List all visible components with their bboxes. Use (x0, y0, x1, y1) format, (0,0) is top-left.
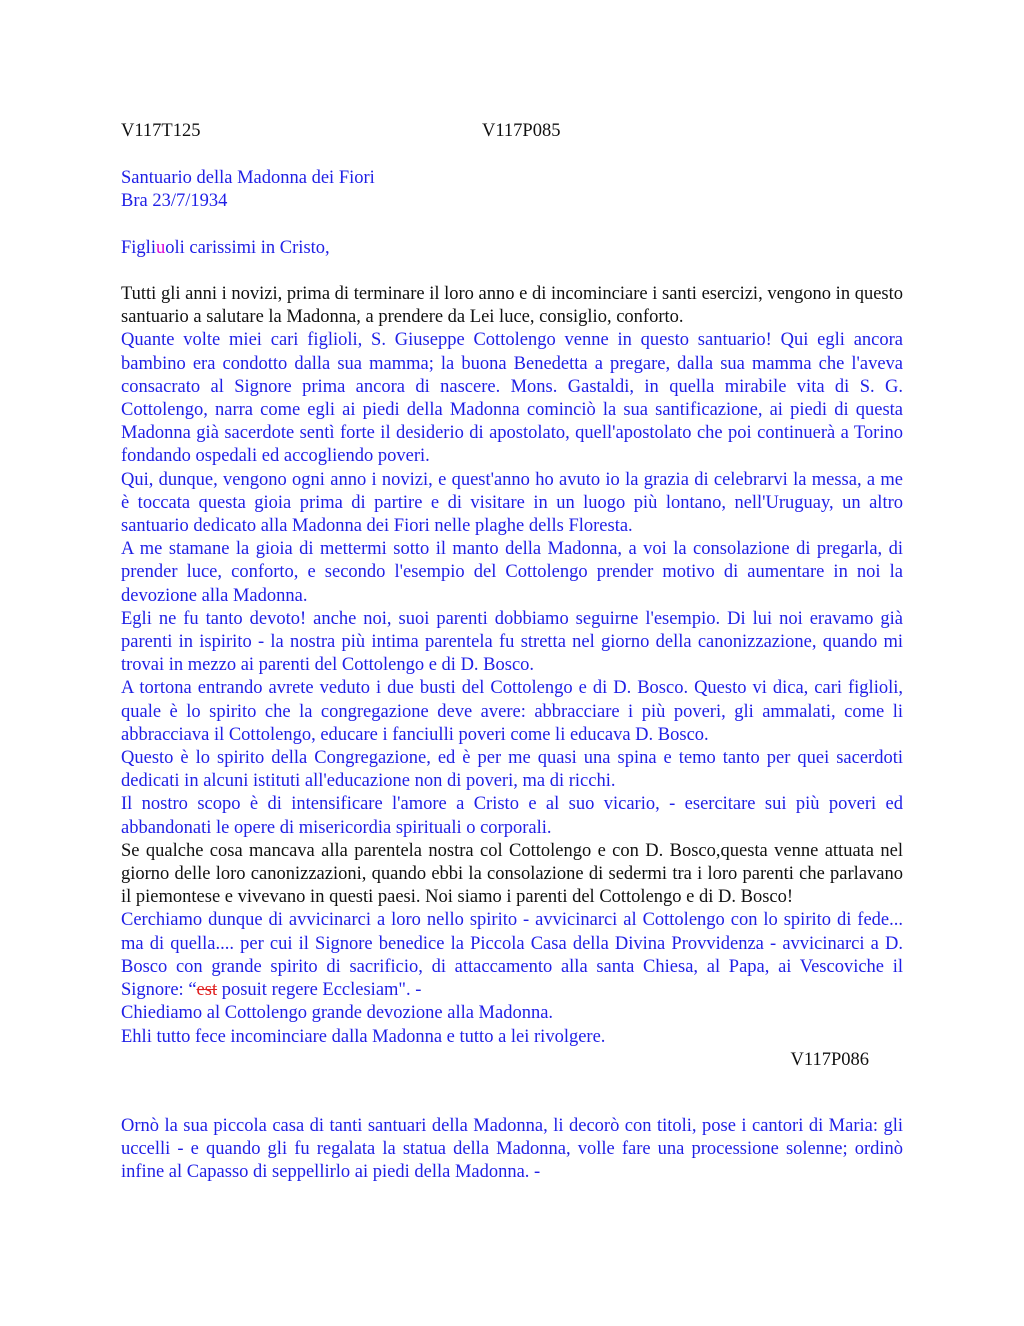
final-section (121, 1115, 903, 1185)
paragraph-8: Il nostro scopo è di intensificare l'amore a Cristo e al suo vicario, - esercitare sui più poveri ed abbandonati le opere di misericordia spirituali o corporali. (121, 794, 903, 838)
volume-code-left: V117T125 (121, 121, 201, 141)
struck-word: est (196, 980, 218, 1001)
final-paragraph: Ornò la sua piccola casa di tanti santuari della Madonna, li decorò con titoli, pose i cantori di Maria: gli uccelli - e quando gli fu regalata la statua della Madonna, volle fare una processione solenne; ordinò infine al Capasso di seppellirlo ai piedi della Madonna. - (121, 1116, 903, 1183)
paragraph-7: Questo è lo spirito della Congregazione, ed è per me quasi una spina e temo tanto per quei sacerdoti dedicati in alcuni istituti all'educazione non di poveri, ma di ricchi. (121, 748, 903, 792)
letter-body (121, 283, 903, 1072)
paragraph-6: A tortona entrando avrete veduto i due busti del Cottolengo e di D. Bosco. Questo vi dica, cari figlioli, quale è lo spirito che la congregazione deve avere: abbracciare i più poveri, gli ammalati, come li abbracciava il Cottolengo, educare i fanciulli poveri come li educava D. Bosco. (121, 678, 903, 745)
paragraph-1: Tutti gli anni i novizi, prima di terminare il loro anno e di incominciare i santi esercizi, vengono in questo santuario a salutare la Madonna, a prendere da Lei luce, consiglio, conforto. (121, 284, 903, 328)
paragraph-2: Quante volte miei cari figlioli, S. Giuseppe Cottolengo venne in questo santuario! Qui egli ancora bambino era condotto dalla sua mamma; la buona Benedetta a pregare, dalla sua mamma che l'aveva consacrato al Signore prima ancora di nascere. Mons. Gastaldi, in quella mirabile vita di S. G. Cottolengo, narra come egli ai piedi della Madonna cominciò la sua santificazione, ai piedi di questa Madonna già sacerdote sentì forte il desiderio di apostolato, quell'apostolato che poi continuerà a Torino fondando ospedali ed accogliendo poveri. (121, 330, 903, 467)
paragraph-3: Qui, dunque, vengono ogni anno i novizi, e quest'anno ho avuto io la grazia di celebrarvi la messa, a me è toccata questa gioia prima di partire e di visitare in un luogo più lontano, nell'Uruguay, un altro santuario dedicato alla Madonna dei Fiori nelle plaghe dells Floresta. (121, 469, 903, 537)
place-line: Santuario della Madonna dei Fiori (121, 168, 375, 188)
date-line: Bra 23/7/1934 (121, 191, 228, 211)
closing-line-1: Chiediamo al Cottolengo grande devozione alla Madonna. (121, 1003, 554, 1024)
salutation-highlight: u (155, 238, 166, 258)
salutation (121, 237, 330, 260)
quote-paragraph (121, 909, 903, 1002)
salutation-part1: Figli (121, 238, 156, 258)
page-code-2: V117P086 (790, 1049, 869, 1070)
paragraph-9: Se qualche cosa mancava alla parentela nostra col Cottolengo e con D. Bosco,questa venne attuata nel giorno delle loro canonizzazioni, quando ebbi la consolazione di sedermi tra i loro parenti che parlavano il piemontese e vivevano in questi paesi. Noi siamo i parenti del Cottolengo e di D. Bosco! (121, 840, 903, 908)
quote-after: posuit regere Ecclesiam". - (217, 980, 422, 1001)
paragraph-4: A me stamane la gioia di mettermi sotto il manto della Madonna, a voi la consolazione di pregarla, di prender luce, conforto, e secondo l'esempio del Cottolengo prender motivo di aumentare in noi la devozione alla Madonna. (121, 539, 903, 606)
salutation-part2: oli carissimi in Cristo, (165, 238, 330, 258)
paragraph-5: Egli ne fu tanto devoto! anche noi, suoi parenti dobbiamo seguirne l'esempio. Di lui noi eravamo già parenti in ispirito - la nostra più intima parentela fu stretta nel giorno della canonizzazione, quando mi trovai in mezzo ai parenti del Cottolengo e di D. Bosco. (121, 608, 903, 676)
page-code-right: V117P085 (482, 121, 561, 141)
closing-line-2: Ehli tutto fece incominciare dalla Madonna e tutto a lei rivolgere. (121, 1026, 606, 1047)
quote-before: Cerchiamo dunque di avvicinarci a loro nello spirito - avvicinarci al Cottolengo con lo spirito di fede... ma di quella.... per cui il Signore benedice la Piccola Casa della Divina Provvidenza - avvicinarci a D. Bosco con grande spirito di sacrificio, di attaccamento alla santa Chiesa, al Papa, ai Vescoviche il Signore: “ (121, 910, 903, 1001)
